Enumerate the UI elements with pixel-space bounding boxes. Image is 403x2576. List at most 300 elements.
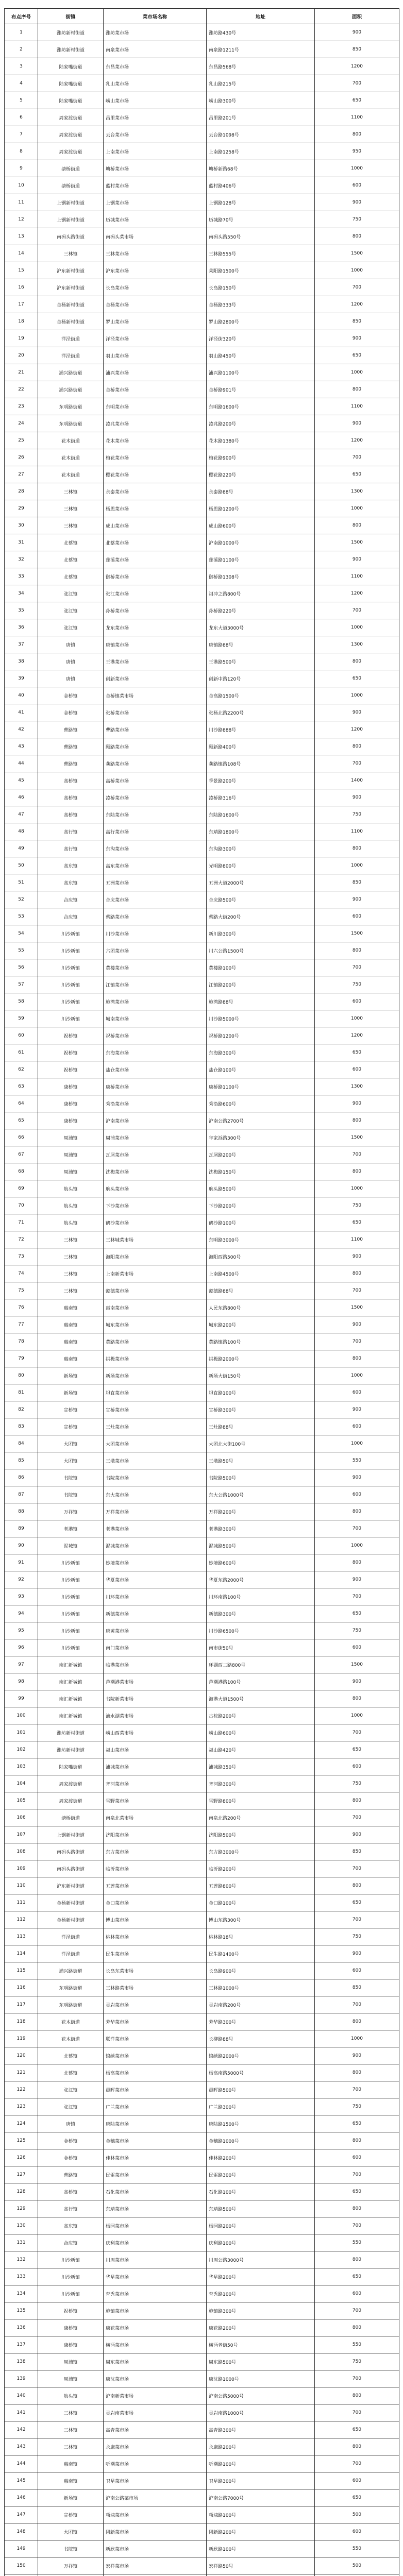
table-row [5, 1571, 399, 1588]
row-number-cell: 14 [5, 245, 38, 262]
row-number-cell: 55 [5, 942, 38, 959]
row-number-cell: 127 [5, 2166, 38, 2183]
table-row [5, 211, 399, 228]
area-cell: 900 [315, 1248, 399, 1265]
market-name-cell: 芳华菜市场 [104, 2013, 207, 2030]
town-cell: 东明路街道 [38, 1979, 104, 1996]
table-row [5, 517, 399, 534]
area-cell: 700 [315, 1588, 399, 1605]
town-cell: 花木街道 [38, 449, 104, 466]
area-cell: 700 [315, 1724, 399, 1741]
address-cell: 泥城路500号 [207, 1537, 315, 1554]
area-cell: 800 [315, 2132, 399, 2149]
area-cell: 700 [315, 1282, 399, 1299]
address-cell: 新场大街150号 [207, 1367, 315, 1384]
market-name-cell: 佳林菜市场 [104, 2149, 207, 2166]
market-name-cell: 横沔菜市场 [104, 2336, 207, 2353]
table-row [5, 2540, 399, 2557]
town-cell: 唐镇 [38, 653, 104, 670]
address-cell: 潍坊路430号 [207, 24, 315, 41]
row-number-cell: 63 [5, 1078, 38, 1095]
town-cell: 高桥镇 [38, 806, 104, 823]
town-cell: 川沙新镇 [38, 1622, 104, 1639]
table-row [5, 2217, 399, 2234]
row-number-cell: 109 [5, 1860, 38, 1877]
table-row [5, 398, 399, 415]
table-row [5, 2064, 399, 2081]
area-cell: 800 [315, 228, 399, 245]
address-cell: 成山路600号 [207, 517, 315, 534]
town-cell: 航头镇 [38, 1180, 104, 1197]
row-number-cell: 48 [5, 823, 38, 840]
area-cell: 1200 [315, 58, 399, 75]
town-cell: 川沙新镇 [38, 2268, 104, 2285]
row-number-cell: 24 [5, 415, 38, 432]
address-cell: 人民东路800号 [207, 1299, 315, 1316]
table-row [5, 874, 399, 891]
market-name-cell: 潍坊菜市场 [104, 24, 207, 41]
address-cell: 书院路500号 [207, 1469, 315, 1486]
market-name-cell: 三林菜市场 [104, 245, 207, 262]
table-row [5, 2081, 399, 2098]
area-cell: 1000 [315, 1537, 399, 1554]
address-cell: 东明路1600号 [207, 398, 315, 415]
market-name-cell: 永康菜市场 [104, 2438, 207, 2455]
row-number-cell: 113 [5, 1928, 38, 1945]
area-cell: 700 [315, 602, 399, 619]
market-name-cell: 三墩菜市场 [104, 1452, 207, 1469]
address-cell: 济阳路500号 [207, 1826, 315, 1843]
town-cell: 金杨新村街道 [38, 1911, 104, 1928]
row-number-cell: 71 [5, 1214, 38, 1231]
market-name-cell: 民生菜市场 [104, 1945, 207, 1962]
area-cell: 700 [315, 2302, 399, 2319]
row-number-cell: 99 [5, 1690, 38, 1707]
address-cell: 蓝村路406号 [207, 177, 315, 194]
table-row [5, 483, 399, 500]
area-cell: 800 [315, 738, 399, 755]
town-cell: 浦兴路街道 [38, 1962, 104, 1979]
address-cell: 江镇路200号 [207, 976, 315, 993]
table-row [5, 1180, 399, 1197]
table-row [5, 1231, 399, 1248]
table-row [5, 1027, 399, 1044]
area-cell: 1000 [315, 160, 399, 177]
town-cell: 宣桥镇 [38, 1401, 104, 1418]
table-row [5, 2472, 399, 2489]
town-cell: 周家渡街道 [38, 109, 104, 126]
town-cell: 惠南镇 [38, 1350, 104, 1367]
address-cell: 康沈路1000号 [207, 2370, 315, 2387]
row-number-cell: 7 [5, 126, 38, 143]
row-number-cell: 70 [5, 1197, 38, 1214]
row-number-cell: 78 [5, 1333, 38, 1350]
market-name-cell: 金口菜市场 [104, 1894, 207, 1911]
table-row [5, 143, 399, 160]
table-row [5, 1095, 399, 1112]
area-cell: 1100 [315, 1231, 399, 1248]
table-row [5, 1129, 399, 1146]
address-cell: 宏祥路50号 [207, 2557, 315, 2574]
market-name-cell: 樱花菜市场 [104, 466, 207, 483]
table-row [5, 194, 399, 211]
market-name-cell: 唐陆菜市场 [104, 2115, 207, 2132]
address-cell: 秀沿路600号 [207, 1095, 315, 1112]
market-table [4, 8, 399, 2576]
area-cell: 650 [315, 670, 399, 687]
market-name-cell: 芦潮港菜市场 [104, 1673, 207, 1690]
market-name-cell: 上南新菜市场 [104, 1265, 207, 1282]
table-row [5, 2183, 399, 2200]
table-row [5, 41, 399, 58]
table-row [5, 1401, 399, 1418]
row-number-cell: 112 [5, 1911, 38, 1928]
market-name-cell: 城南菜市场 [104, 1010, 207, 1027]
area-cell: 600 [315, 1962, 399, 1979]
area-cell: 800 [315, 2064, 399, 2081]
market-name-cell: 沪南公路菜市场 [104, 2489, 207, 2506]
row-number-cell: 141 [5, 2404, 38, 2421]
table-row [5, 2404, 399, 2421]
table-row [5, 1316, 399, 1333]
market-name-cell: 乳山菜市场 [104, 75, 207, 92]
table-row [5, 1979, 399, 1996]
address-cell: 季景路200号 [207, 772, 315, 789]
address-cell: 环湖西二路800号 [207, 1656, 315, 1673]
address-cell: 长岛路900号 [207, 1962, 315, 1979]
market-name-cell: 妙境菜市场 [104, 1554, 207, 1571]
table-row [5, 296, 399, 313]
market-name-cell: 南门菜市场 [104, 1639, 207, 1656]
market-name-cell: 施湾菜市场 [104, 993, 207, 1010]
town-cell: 唐镇 [38, 2115, 104, 2132]
table-row [5, 2353, 399, 2370]
address-cell: 南泉路1211号 [207, 41, 315, 58]
market-name-cell: 高东菜市场 [104, 857, 207, 874]
address-cell: 临沂路200号 [207, 1860, 315, 1877]
table-row [5, 1962, 399, 1979]
table-row [5, 2251, 399, 2268]
table-row [5, 432, 399, 449]
address-cell: 航头路500号 [207, 1180, 315, 1197]
row-number-cell: 2 [5, 41, 38, 58]
town-cell: 三林镇 [38, 517, 104, 534]
address-cell: 古棕路200号 [207, 1707, 315, 1724]
market-name-cell: 康沈菜市场 [104, 2370, 207, 2387]
area-cell: 1200 [315, 432, 399, 449]
row-number-cell: 125 [5, 2132, 38, 2149]
table-row [5, 1299, 399, 1316]
area-cell: 1100 [315, 568, 399, 585]
market-name-cell: 东昌菜市场 [104, 58, 207, 75]
row-number-cell: 47 [5, 806, 38, 823]
address-cell: 华星路200号 [207, 2268, 315, 2285]
area-cell: 600 [315, 1061, 399, 1078]
market-name-cell: 育秀菜市场 [104, 2285, 207, 2302]
address-cell: 沪南公路2700号 [207, 1112, 315, 1129]
market-name-cell: 临沂菜市场 [104, 1860, 207, 1877]
area-cell: 1300 [315, 636, 399, 653]
table-row [5, 449, 399, 466]
row-number-cell: 6 [5, 109, 38, 126]
area-cell: 650 [315, 1894, 399, 1911]
town-cell: 三林镇 [38, 500, 104, 517]
town-cell: 周浦镇 [38, 2370, 104, 2387]
address-cell: 川六公路1500号 [207, 942, 315, 959]
row-number-cell: 128 [5, 2183, 38, 2200]
town-cell: 康桥镇 [38, 2319, 104, 2336]
area-cell: 550 [315, 1452, 399, 1469]
market-name-cell: 济阳菜市场 [104, 1826, 207, 1843]
table-row [5, 2421, 399, 2438]
table-row [5, 2506, 399, 2523]
town-cell: 新场镇 [38, 2489, 104, 2506]
table-row [5, 1503, 399, 1520]
table-row [5, 381, 399, 398]
table-row [5, 1146, 399, 1163]
market-name-cell: 长岛东菜市场 [104, 1962, 207, 1979]
address-cell: 桃林路18号 [207, 1928, 315, 1945]
table-row [5, 1911, 399, 1928]
market-name-cell: 盐仓菜市场 [104, 1061, 207, 1078]
row-number-cell: 126 [5, 2149, 38, 2166]
area-cell: 800 [315, 1690, 399, 1707]
market-name-cell: 东方菜市场 [104, 1843, 207, 1860]
area-cell: 550 [315, 2540, 399, 2557]
table-row [5, 755, 399, 772]
area-cell: 1100 [315, 823, 399, 840]
address-cell: 沪南路1000号 [207, 534, 315, 551]
market-name-cell: 上南菜市场 [104, 143, 207, 160]
town-cell: 曹路镇 [38, 721, 104, 738]
town-cell: 三林镇 [38, 1282, 104, 1299]
town-cell: 周家渡街道 [38, 1775, 104, 1792]
market-name-cell: 康花菜市场 [104, 2319, 207, 2336]
town-cell: 康桥镇 [38, 2336, 104, 2353]
table-row [5, 1537, 399, 1554]
market-name-cell: 石化菜市场 [104, 2183, 207, 2200]
area-cell: 900 [315, 704, 399, 721]
row-number-cell: 69 [5, 1180, 38, 1197]
area-cell: 1200 [315, 585, 399, 602]
table-row [5, 1078, 399, 1095]
table-row [5, 1741, 399, 1758]
area-cell: 1500 [315, 1299, 399, 1316]
market-name-cell: 长岛菜市场 [104, 279, 207, 296]
row-number-cell: 100 [5, 1707, 38, 1724]
table-row [5, 1061, 399, 1078]
town-cell: 合庆镇 [38, 908, 104, 925]
area-cell: 800 [315, 2200, 399, 2217]
town-cell: 潍坊新村街道 [38, 1724, 104, 1741]
address-cell: 合庆路500号 [207, 891, 315, 908]
market-name-cell: 唐镇菜市场 [104, 636, 207, 653]
address-cell: 晨晖路500号 [207, 2081, 315, 2098]
town-cell: 周浦镇 [38, 1163, 104, 1180]
address-cell: 东陆路1600号 [207, 806, 315, 823]
market-name-cell: 莲溪菜市场 [104, 551, 207, 568]
area-cell: 500 [315, 2506, 399, 2523]
address-cell: 南码头路550号 [207, 228, 315, 245]
town-cell: 洋泾街道 [38, 330, 104, 347]
area-cell: 1000 [315, 2030, 399, 2047]
address-cell: 大团北大街100号 [207, 1435, 315, 1452]
table-row [5, 1792, 399, 1809]
market-name-cell: 东靖菜市场 [104, 2200, 207, 2217]
table-row [5, 2336, 399, 2353]
address-cell: 下沙路200号 [207, 1197, 315, 1214]
market-name-cell: 合庆菜市场 [104, 891, 207, 908]
table-row [5, 1775, 399, 1792]
row-number-cell: 89 [5, 1520, 38, 1537]
town-cell: 南汇新城镇 [38, 1690, 104, 1707]
table-row [5, 2013, 399, 2030]
table-row [5, 92, 399, 109]
address-cell: 金口路100号 [207, 1894, 315, 1911]
town-cell: 花木街道 [38, 2030, 104, 2047]
address-cell: 永泰路88号 [207, 483, 315, 500]
town-cell: 高东镇 [38, 2217, 104, 2234]
address-cell: 三林路555号 [207, 245, 315, 262]
market-name-cell: 雪野菜市场 [104, 1792, 207, 1809]
address-cell: 川沙路5000号 [207, 1010, 315, 1027]
row-number-cell: 40 [5, 687, 38, 704]
table-row [5, 1010, 399, 1027]
address-cell: 坦直路100号 [207, 1384, 315, 1401]
town-cell: 川沙新镇 [38, 1639, 104, 1656]
area-cell: 750 [315, 211, 399, 228]
row-number-cell: 132 [5, 2251, 38, 2268]
row-number-cell: 139 [5, 2370, 38, 2387]
town-cell: 宣桥镇 [38, 1418, 104, 1435]
row-number-cell: 11 [5, 194, 38, 211]
area-cell: 650 [315, 1044, 399, 1061]
area-cell: 1500 [315, 1129, 399, 1146]
market-name-cell: 罗山菜市场 [104, 313, 207, 330]
market-name-cell: 齐河菜市场 [104, 1775, 207, 1792]
town-cell: 周家渡街道 [38, 143, 104, 160]
table-row [5, 942, 399, 959]
address-cell: 羽山路450号 [207, 347, 315, 364]
row-number-cell: 134 [5, 2285, 38, 2302]
row-number-cell: 60 [5, 1027, 38, 1044]
town-cell: 南码头路街道 [38, 1860, 104, 1877]
town-cell: 浦兴路街道 [38, 364, 104, 381]
market-name-cell: 东明菜市场 [104, 398, 207, 415]
market-name-cell: 泥城菜市场 [104, 1537, 207, 1554]
market-name-cell: 羽山菜市场 [104, 347, 207, 364]
row-number-cell: 3 [5, 58, 38, 75]
address-cell: 沪南公路7000号 [207, 2489, 315, 2506]
address-cell: 听潮路100号 [207, 2455, 315, 2472]
table-row [5, 1469, 399, 1486]
market-name-cell: 上钢菜市场 [104, 194, 207, 211]
town-cell: 万祥镇 [38, 1503, 104, 1520]
area-cell: 1300 [315, 483, 399, 500]
town-cell: 张江镇 [38, 619, 104, 636]
market-name-cell: 金穗菜市场 [104, 2132, 207, 2149]
area-cell: 900 [315, 1095, 399, 1112]
address-cell: 长岛路150号 [207, 279, 315, 296]
market-name-cell: 五洲菜市场 [104, 874, 207, 891]
table-row [5, 2387, 399, 2404]
address-cell: 上南路4500号 [207, 1265, 315, 1282]
address-cell: 锦绣路2000号 [207, 2047, 315, 2064]
address-cell: 蔡路大街200号 [207, 908, 315, 925]
row-number-cell: 5 [5, 92, 38, 109]
table-row [5, 2234, 399, 2251]
market-name-cell: 联洋菜市场 [104, 2030, 207, 2047]
address-cell: 广兰路300号 [207, 2098, 315, 2115]
town-cell: 周浦镇 [38, 1129, 104, 1146]
market-name-cell: 康桥菜市场 [104, 1078, 207, 1095]
market-name-cell: 顾路菜市场 [104, 738, 207, 755]
row-number-cell: 54 [5, 925, 38, 942]
market-name-cell: 杨园菜市场 [104, 2217, 207, 2234]
row-number-cell: 115 [5, 1962, 38, 1979]
row-number-cell: 121 [5, 2064, 38, 2081]
row-number-cell: 149 [5, 2540, 38, 2557]
address-cell: 灵岩南路1000号 [207, 2404, 315, 2421]
row-number-cell: 22 [5, 381, 38, 398]
town-cell: 陆家嘴街道 [38, 75, 104, 92]
area-cell: 650 [315, 466, 399, 483]
table-row [5, 1350, 399, 1367]
town-cell: 祝桥镇 [38, 1027, 104, 1044]
address-cell: 东靖路500号 [207, 2200, 315, 2217]
area-cell: 1000 [315, 619, 399, 636]
area-cell: 700 [315, 1911, 399, 1928]
address-cell: 东靖路1800号 [207, 823, 315, 840]
town-cell: 大团镇 [38, 1435, 104, 1452]
town-cell: 康桥镇 [38, 1078, 104, 1095]
address-cell: 黄楼路100号 [207, 959, 315, 976]
area-cell: 650 [315, 1214, 399, 1231]
market-name-cell: 唐黄菜市场 [104, 1622, 207, 1639]
address-cell: 乳山路215号 [207, 75, 315, 92]
market-name-cell: 南泉菜市场 [104, 41, 207, 58]
row-number-cell: 82 [5, 1401, 38, 1418]
address-cell: 顾新路400号 [207, 738, 315, 755]
area-cell: 600 [315, 177, 399, 194]
market-name-cell: 杨思菜市场 [104, 500, 207, 517]
area-cell: 800 [315, 1163, 399, 1180]
address-cell: 施湾路88号 [207, 993, 315, 1010]
row-number-cell: 85 [5, 1452, 38, 1469]
address-cell: 东昌路568号 [207, 58, 315, 75]
market-name-cell: 金桥菜市场 [104, 381, 207, 398]
area-cell: 700 [315, 279, 399, 296]
area-cell: 800 [315, 1554, 399, 1571]
town-cell: 洋泾街道 [38, 1945, 104, 1962]
row-number-cell: 96 [5, 1639, 38, 1656]
table-row [5, 789, 399, 806]
area-cell: 650 [315, 2183, 399, 2200]
town-cell: 航头镇 [38, 2387, 104, 2404]
market-name-cell: 蔡路菜市场 [104, 908, 207, 925]
area-cell: 1000 [315, 262, 399, 279]
town-cell: 南汇新城镇 [38, 1673, 104, 1690]
address-cell: 孙桥路220号 [207, 602, 315, 619]
area-cell: 600 [315, 2523, 399, 2540]
market-name-cell: 川环菜市场 [104, 1588, 207, 1605]
table-row [5, 687, 399, 704]
address-cell: 崂山路300号 [207, 92, 315, 109]
area-cell: 900 [315, 1401, 399, 1418]
area-cell: 1000 [315, 1435, 399, 1452]
address-cell: 金高路1500号 [207, 687, 315, 704]
row-number-cell: 101 [5, 1724, 38, 1741]
